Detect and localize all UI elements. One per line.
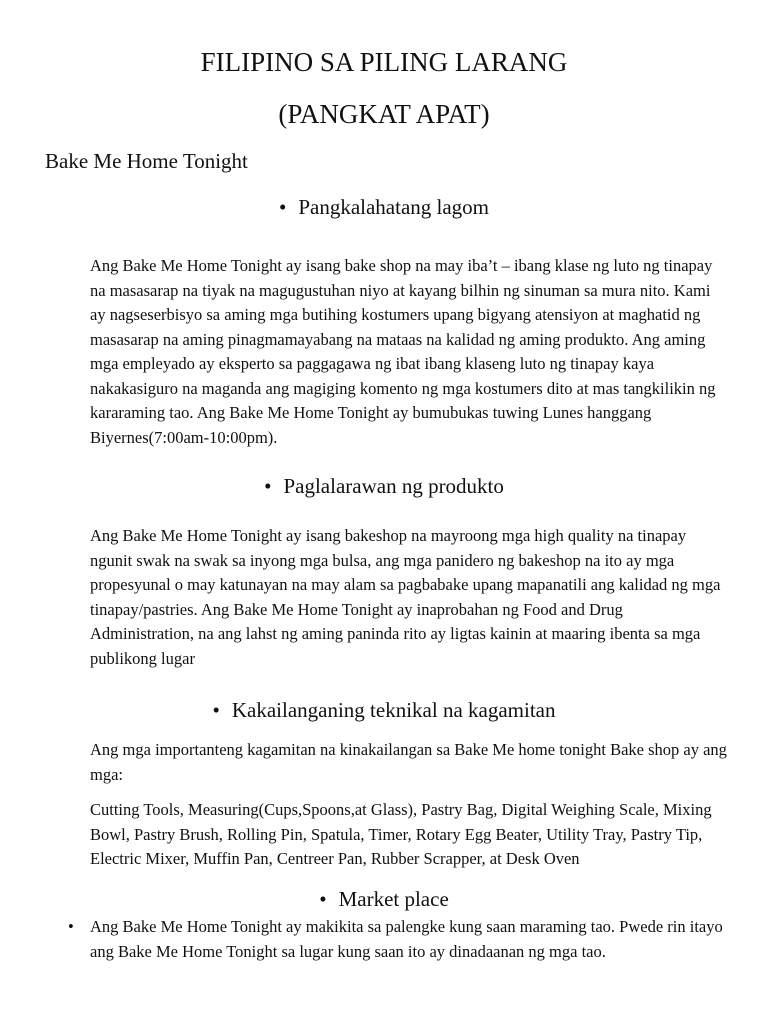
section-heading-label: Pangkalahatang lagom <box>298 195 490 219</box>
document-group-label: (PANGKAT APAT) <box>278 99 490 129</box>
section-heading-technical-equipment <box>0 697 768 723</box>
section-heading-label: Kakailanganing teknikal na kagamitan <box>231 698 556 722</box>
market-place-text: Ang Bake Me Home Tonight ay makikita sa palengke kung saan maraming tao. Pwede rin itayo ang Bake Me Home Tonight sa lugar kung saan ito ay dinadaanan ng mga tao. <box>90 917 723 961</box>
equipment-list-paragraph: Cutting Tools, Measuring(Cups,Spoons,at Glass), Pastry Bag, Digital Weighing Scale, Mixing Bowl, Pastry Brush, Rolling Pin, Spatula, Timer, Rotary Egg Beater, Utility Tray, Pastry Tip, Electric Mixer, Muffin Pan, Centreer Pan, Rubber Scrapper, at Desk Oven <box>90 800 712 868</box>
business-name: Bake Me Home Tonight <box>45 149 248 173</box>
section-heading-label: Market place <box>338 887 449 911</box>
section-heading-market-place <box>0 886 768 912</box>
market-place-list <box>68 915 730 964</box>
product-description-paragraph: Ang Bake Me Home Tonight ay isang bakeshop na mayroong mga high quality na tinapay ngunit swak na swak sa inyong mga bulsa, ang mga panidero ng bakeshop na ito ay mga propesyunal o may katunayan na may alam sa pagbabake upang mapanatili ang kalidad ng mga tinapay/pastries. Ang Bake Me Home Tonight ay inaprobahan ng Food and Drug Administration, na ang lahst ng aming paninda rito ay ligtas kainin at maaring ibenta sa mga publikong lugar <box>90 526 721 668</box>
bullet-icon: • <box>264 474 272 498</box>
overview-paragraph: Ang Bake Me Home Tonight ay isang bake shop na may iba’t – ibang klase ng luto ng tinapay na masasarap na tiyak na magugustuhan niyo at kayang bilhin ng sinuman sa mura nito. Kami ay nagseserbisyo sa aming mga butihing kostumers upang bigyang atensiyon at maghatid ng masasarap na aming pinagmamayabang na mataas na kalidad ng aming produkto. Ang aming mga empleyado ay eksperto sa paggagawa ng ibat ibang klaseng luto ng tinapay kaya nakakasiguro na maganda ang magiging komento ng mga kostumers dito at mas tangkilikin ng kararaming tao. Ang Bake Me Home Tonight ay bumubukas tuwing Lunes hanggang Biyernes(7:00am-10:00pm). <box>90 256 716 447</box>
section-heading-overview <box>0 194 768 220</box>
section-heading-product-description <box>0 473 768 499</box>
bullet-icon: • <box>319 887 327 911</box>
equipment-intro-paragraph: Ang mga importanteng kagamitan na kinakailangan sa Bake Me home tonight Bake shop ay ang mga: <box>90 740 727 784</box>
bullet-icon: • <box>278 195 287 219</box>
section-heading-label: Paglalarawan ng produkto <box>283 474 504 498</box>
bullet-icon: • <box>212 698 220 722</box>
bullet-icon: • <box>68 917 74 936</box>
document-title: FILIPINO SA PILING LARANG <box>200 47 568 77</box>
list-item <box>68 915 730 964</box>
